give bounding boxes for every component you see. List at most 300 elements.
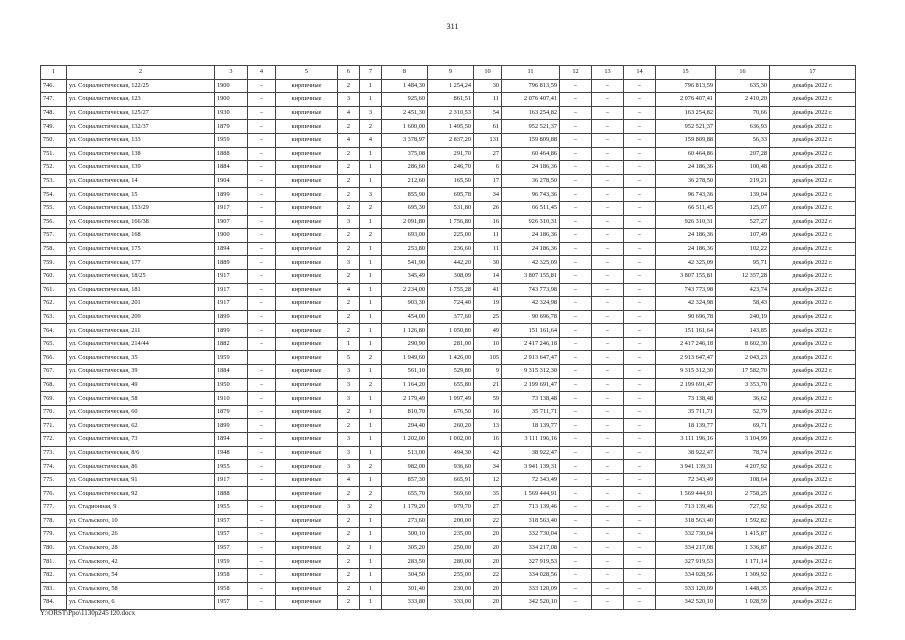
table-cell: 4 bbox=[338, 106, 360, 120]
table-cell: – bbox=[592, 501, 624, 515]
table-cell: ул. Социалистическая, 133 bbox=[67, 133, 215, 147]
table-cell: 1 028,59 bbox=[716, 596, 770, 610]
table-cell: 751. bbox=[41, 147, 67, 161]
table-cell: 2 bbox=[338, 174, 360, 188]
table-cell: декабрь 2022 г. bbox=[770, 555, 856, 569]
table-cell: 255,00 bbox=[428, 568, 474, 582]
table-cell: 318 563,40 bbox=[656, 514, 716, 528]
table-cell: 2 417 246,18 bbox=[656, 337, 716, 351]
table-cell: 1957 bbox=[215, 514, 248, 528]
table-row bbox=[41, 147, 856, 161]
table-cell: кирпичные bbox=[276, 256, 338, 270]
table-cell: 3 941 139,31 bbox=[502, 460, 560, 474]
table-cell: 1 755,28 bbox=[428, 283, 474, 297]
table-cell: 781. bbox=[41, 555, 67, 569]
table-cell: кирпичные bbox=[276, 501, 338, 515]
table-cell: 1 bbox=[360, 528, 382, 542]
table-cell: 2 913 647,47 bbox=[656, 351, 716, 365]
table-cell: – bbox=[592, 324, 624, 338]
table-cell: декабрь 2022 г. bbox=[770, 188, 856, 202]
table-cell: 305,20 bbox=[382, 541, 428, 555]
table-cell: 693,00 bbox=[382, 229, 428, 243]
table-cell: 2 913 647,47 bbox=[502, 351, 560, 365]
table-cell: кирпичные bbox=[276, 120, 338, 134]
table-cell: 1 426,00 bbox=[428, 351, 474, 365]
table-cell: 1 bbox=[360, 324, 382, 338]
table-cell: – bbox=[592, 188, 624, 202]
table-cell: 14 bbox=[474, 269, 502, 283]
table-cell: 776. bbox=[41, 487, 67, 501]
table-cell: 2 bbox=[338, 487, 360, 501]
table-cell: 1955 bbox=[215, 460, 248, 474]
table-row bbox=[41, 405, 856, 419]
table-cell: 1 002,00 bbox=[428, 433, 474, 447]
table-cell: 102,22 bbox=[716, 242, 770, 256]
column-header-9: 9 bbox=[428, 66, 474, 80]
table-cell: – bbox=[624, 419, 656, 433]
table-cell: 308,09 bbox=[428, 269, 474, 283]
table-cell: 212,60 bbox=[382, 174, 428, 188]
table-cell: 3 941 139,31 bbox=[656, 460, 716, 474]
table-cell: 3 111 196,16 bbox=[656, 433, 716, 447]
table-cell: 96 743,36 bbox=[656, 188, 716, 202]
table-cell: 3 bbox=[360, 188, 382, 202]
table-cell: декабрь 2022 г. bbox=[770, 93, 856, 107]
table-cell: ул. Социалистическая, 15 bbox=[67, 188, 215, 202]
table-cell: – bbox=[592, 365, 624, 379]
table-cell: 2 bbox=[338, 310, 360, 324]
table-cell: 10 bbox=[474, 337, 502, 351]
table-cell: – bbox=[592, 120, 624, 134]
table-cell: – bbox=[624, 555, 656, 569]
table-cell: 1 415,87 bbox=[716, 528, 770, 542]
table-cell: 72 343,49 bbox=[502, 473, 560, 487]
table-cell: 2 bbox=[338, 514, 360, 528]
table-cell: – bbox=[560, 460, 592, 474]
table-cell: 2 451,30 bbox=[382, 106, 428, 120]
table-cell: – bbox=[592, 487, 624, 501]
table-cell: кирпичные bbox=[276, 310, 338, 324]
table-cell: 333 120,09 bbox=[502, 582, 560, 596]
table-cell: 1 756,80 bbox=[428, 215, 474, 229]
table-cell: 73 138,48 bbox=[656, 392, 716, 406]
table-cell: – bbox=[560, 568, 592, 582]
table-cell: 20 bbox=[474, 541, 502, 555]
table-cell: 3 bbox=[338, 93, 360, 107]
table-cell: – bbox=[560, 365, 592, 379]
table-cell: ул. Социалистическая, 153/29 bbox=[67, 201, 215, 215]
table-cell: декабрь 2022 г. bbox=[770, 596, 856, 610]
table-cell: – bbox=[624, 201, 656, 215]
table-cell: 9 315 312,30 bbox=[502, 365, 560, 379]
table-row bbox=[41, 487, 856, 501]
table-cell: 139,04 bbox=[716, 188, 770, 202]
table-cell: 569,60 bbox=[428, 487, 474, 501]
table-cell: 655,80 bbox=[428, 378, 474, 392]
table-cell: 1910 bbox=[215, 392, 248, 406]
table-cell: 635,30 bbox=[716, 79, 770, 93]
table-cell: 236,60 bbox=[428, 242, 474, 256]
column-header-4: 4 bbox=[248, 66, 276, 80]
table-cell: 724,40 bbox=[428, 297, 474, 311]
table-cell: – bbox=[560, 446, 592, 460]
table-cell: 2 837,20 bbox=[428, 133, 474, 147]
table-cell: 527,27 bbox=[716, 215, 770, 229]
table-cell: декабрь 2022 г. bbox=[770, 351, 856, 365]
table-cell: – bbox=[248, 555, 276, 569]
table-cell: кирпичные bbox=[276, 297, 338, 311]
table-cell: 769. bbox=[41, 392, 67, 406]
table-cell: 375,08 bbox=[382, 147, 428, 161]
table-cell: 24 186,36 bbox=[502, 161, 560, 175]
table-cell: 779. bbox=[41, 528, 67, 542]
column-header-16: 16 bbox=[716, 66, 770, 80]
table-cell: кирпичные bbox=[276, 201, 338, 215]
table-cell: 1 bbox=[360, 555, 382, 569]
table-cell: – bbox=[624, 487, 656, 501]
table-cell: 165,50 bbox=[428, 174, 474, 188]
table-cell: – bbox=[624, 351, 656, 365]
table-cell: – bbox=[592, 269, 624, 283]
table-cell: ул. Социалистическая, 58 bbox=[67, 392, 215, 406]
table-cell: – bbox=[248, 405, 276, 419]
table-cell: 757. bbox=[41, 229, 67, 243]
table-cell: кирпичные bbox=[276, 528, 338, 542]
table-cell: – bbox=[624, 283, 656, 297]
table-cell: – bbox=[624, 433, 656, 447]
table-row bbox=[41, 555, 856, 569]
table-cell: декабрь 2022 г. bbox=[770, 106, 856, 120]
table-cell: – bbox=[560, 106, 592, 120]
table-cell: ул. Социалистическая, 175 bbox=[67, 242, 215, 256]
table-row bbox=[41, 283, 856, 297]
table-row bbox=[41, 324, 856, 338]
table-cell: – bbox=[560, 120, 592, 134]
table-row bbox=[41, 419, 856, 433]
table-row bbox=[41, 215, 856, 229]
table-cell: 1899 bbox=[215, 324, 248, 338]
table-cell: 280,00 bbox=[428, 555, 474, 569]
table-cell: 6 bbox=[474, 161, 502, 175]
table-cell: 713 139,46 bbox=[656, 501, 716, 515]
table-cell: – bbox=[248, 161, 276, 175]
table-cell: – bbox=[624, 215, 656, 229]
table-cell: – bbox=[560, 337, 592, 351]
table-cell: 695,30 bbox=[382, 201, 428, 215]
table-cell: – bbox=[592, 568, 624, 582]
table-cell: ул. Стальского, 6 bbox=[67, 596, 215, 610]
table-cell: 756. bbox=[41, 215, 67, 229]
table-cell: 764. bbox=[41, 324, 67, 338]
table-cell: 25 bbox=[474, 310, 502, 324]
table-cell: декабрь 2022 г. bbox=[770, 337, 856, 351]
table-cell: 3 bbox=[338, 256, 360, 270]
table-cell: 1888 bbox=[215, 487, 248, 501]
table-cell: 758. bbox=[41, 242, 67, 256]
table-cell: 2 bbox=[338, 541, 360, 555]
table-cell: – bbox=[248, 324, 276, 338]
table-cell: 300,10 bbox=[382, 528, 428, 542]
table-cell: 766. bbox=[41, 351, 67, 365]
column-header-8: 8 bbox=[382, 66, 428, 80]
table-cell: 304,50 bbox=[382, 568, 428, 582]
table-cell: декабрь 2022 г. bbox=[770, 541, 856, 555]
table-cell: 2 bbox=[338, 201, 360, 215]
table-cell: 770. bbox=[41, 405, 67, 419]
table-cell: 1957 bbox=[215, 541, 248, 555]
table-cell: 1 336,87 bbox=[716, 541, 770, 555]
table-cell: декабрь 2022 г. bbox=[770, 392, 856, 406]
table-cell: 42 324,98 bbox=[502, 297, 560, 311]
table-cell: ул. Социалистическая, 138 bbox=[67, 147, 215, 161]
table-cell: ул. Социалистическая, 166/38 bbox=[67, 215, 215, 229]
table-cell: 342 520,10 bbox=[502, 596, 560, 610]
table-cell: 246,70 bbox=[428, 161, 474, 175]
table-cell: 3 104,99 bbox=[716, 433, 770, 447]
table-cell: – bbox=[560, 147, 592, 161]
table-cell: 281,00 bbox=[428, 337, 474, 351]
table-cell: – bbox=[560, 133, 592, 147]
table-cell: – bbox=[592, 541, 624, 555]
table-cell: кирпичные bbox=[276, 555, 338, 569]
table-cell: – bbox=[560, 79, 592, 93]
table-cell: 2 076 407,41 bbox=[502, 93, 560, 107]
table-cell: декабрь 2022 г. bbox=[770, 256, 856, 270]
table-cell: 1882 bbox=[215, 337, 248, 351]
table-cell: 41 bbox=[474, 283, 502, 297]
table-cell: – bbox=[624, 324, 656, 338]
table-cell: – bbox=[560, 514, 592, 528]
table-cell: кирпичные bbox=[276, 188, 338, 202]
table-cell: 1879 bbox=[215, 120, 248, 134]
table-cell: 1959 bbox=[215, 555, 248, 569]
table-cell: 1 bbox=[338, 337, 360, 351]
table-cell: – bbox=[248, 433, 276, 447]
table-cell: – bbox=[248, 582, 276, 596]
table-cell: ул. Стальского, 58 bbox=[67, 582, 215, 596]
table-cell: ул. Социалистическая, 211 bbox=[67, 324, 215, 338]
table-cell: 796 813,59 bbox=[502, 79, 560, 93]
table-cell: 9 315 312,30 bbox=[656, 365, 716, 379]
table-cell: 163 254,82 bbox=[656, 106, 716, 120]
table-cell: декабрь 2022 г. bbox=[770, 487, 856, 501]
column-header-10: 10 bbox=[474, 66, 502, 80]
table-cell: 2 091,80 bbox=[382, 215, 428, 229]
table-cell: 219,21 bbox=[716, 174, 770, 188]
table-cell: 1899 bbox=[215, 188, 248, 202]
table-cell: 58,43 bbox=[716, 297, 770, 311]
table-cell: 163 254,82 bbox=[502, 106, 560, 120]
table-cell: декабрь 2022 г. bbox=[770, 460, 856, 474]
table-cell: 333,00 bbox=[428, 596, 474, 610]
table-cell: – bbox=[624, 93, 656, 107]
table-cell: 3 bbox=[360, 106, 382, 120]
table-cell: 12 bbox=[474, 473, 502, 487]
table-cell: 1 bbox=[360, 283, 382, 297]
table-cell: 72 343,49 bbox=[656, 473, 716, 487]
table-cell: – bbox=[560, 501, 592, 515]
table-cell: 333 120,09 bbox=[656, 582, 716, 596]
table-cell: 291,70 bbox=[428, 147, 474, 161]
table-cell: 2 bbox=[338, 120, 360, 134]
table-cell: 665,91 bbox=[428, 473, 474, 487]
table-cell: 30 bbox=[474, 256, 502, 270]
table-cell: 100,48 bbox=[716, 161, 770, 175]
table-cell: 131 bbox=[474, 133, 502, 147]
table-cell: 1959 bbox=[215, 133, 248, 147]
table-cell: ул. Социалистическая, 214/44 bbox=[67, 337, 215, 351]
table-cell: – bbox=[248, 392, 276, 406]
table-cell: 1900 bbox=[215, 93, 248, 107]
table-cell: ул. Социалистическая, 62 bbox=[67, 419, 215, 433]
table-cell: ул. Стальского, 42 bbox=[67, 555, 215, 569]
table-cell: – bbox=[592, 433, 624, 447]
table-cell: 636,93 bbox=[716, 120, 770, 134]
table-cell: – bbox=[560, 310, 592, 324]
table-cell: 56,33 bbox=[716, 133, 770, 147]
table-cell: – bbox=[560, 596, 592, 610]
table-cell: 1 bbox=[360, 147, 382, 161]
table-cell: 24 186,36 bbox=[656, 242, 716, 256]
table-cell: 1 bbox=[360, 392, 382, 406]
table-cell: 69,71 bbox=[716, 419, 770, 433]
table-cell: 765. bbox=[41, 337, 67, 351]
table-cell: 1 592,82 bbox=[716, 514, 770, 528]
table-cell: 35 711,71 bbox=[656, 405, 716, 419]
table-cell: декабрь 2022 г. bbox=[770, 310, 856, 324]
table-cell: декабрь 2022 г. bbox=[770, 446, 856, 460]
table-cell: декабрь 2022 г. bbox=[770, 229, 856, 243]
table-cell: 3 bbox=[338, 215, 360, 229]
table-cell: 49 bbox=[474, 324, 502, 338]
table-cell: – bbox=[560, 473, 592, 487]
table-cell: декабрь 2022 г. bbox=[770, 419, 856, 433]
table-cell: 695,78 bbox=[428, 188, 474, 202]
table-cell: 2 043,23 bbox=[716, 351, 770, 365]
table-row bbox=[41, 161, 856, 175]
table-cell: – bbox=[624, 269, 656, 283]
table-cell: ул. Социалистическая, 14 bbox=[67, 174, 215, 188]
table-cell: 2 bbox=[338, 242, 360, 256]
table-cell: 541,90 bbox=[382, 256, 428, 270]
table-cell: 20 bbox=[474, 555, 502, 569]
table-cell: кирпичные bbox=[276, 596, 338, 610]
table-cell: 2 310,53 bbox=[428, 106, 474, 120]
table-row bbox=[41, 188, 856, 202]
table-cell: – bbox=[592, 460, 624, 474]
table-cell: ул. Социалистическая, 139 bbox=[67, 161, 215, 175]
table-cell: 301,40 bbox=[382, 582, 428, 596]
table-cell: 494,30 bbox=[428, 446, 474, 460]
table-cell: декабрь 2022 г. bbox=[770, 528, 856, 542]
table-cell: 810,70 bbox=[382, 405, 428, 419]
table-cell: 454,00 bbox=[382, 310, 428, 324]
table-cell: кирпичные bbox=[276, 269, 338, 283]
table-cell: 749. bbox=[41, 120, 67, 134]
table-cell: – bbox=[248, 337, 276, 351]
table-cell: – bbox=[560, 541, 592, 555]
table-cell: – bbox=[624, 133, 656, 147]
table-cell: 16 bbox=[474, 405, 502, 419]
column-header-6: 6 bbox=[338, 66, 360, 80]
table-cell: 655,70 bbox=[382, 487, 428, 501]
table-cell: 42 324,98 bbox=[656, 297, 716, 311]
table-cell: 21 bbox=[474, 378, 502, 392]
table-cell: – bbox=[592, 161, 624, 175]
table-cell: 334 217,08 bbox=[656, 541, 716, 555]
table-cell: 763. bbox=[41, 310, 67, 324]
table-cell: – bbox=[592, 392, 624, 406]
table-cell: – bbox=[624, 501, 656, 515]
table-cell: ул. Стадионная, 9 bbox=[67, 501, 215, 515]
table-cell: 1 569 444,91 bbox=[502, 487, 560, 501]
table-body bbox=[41, 79, 856, 609]
table-cell: 952 521,37 bbox=[656, 120, 716, 134]
table-cell: 2 bbox=[338, 79, 360, 93]
table-cell: – bbox=[560, 269, 592, 283]
table-cell: кирпичные bbox=[276, 351, 338, 365]
table-cell: 782. bbox=[41, 568, 67, 582]
table-cell: – bbox=[248, 541, 276, 555]
table-cell: 4 bbox=[338, 283, 360, 297]
table-cell: 333,80 bbox=[382, 596, 428, 610]
table-cell: 1 171,14 bbox=[716, 555, 770, 569]
table-row bbox=[41, 79, 856, 93]
table-cell: – bbox=[624, 106, 656, 120]
table-cell: 531,80 bbox=[428, 201, 474, 215]
table-cell: – bbox=[248, 133, 276, 147]
column-header-3: 3 bbox=[215, 66, 248, 80]
table-cell: 17 582,70 bbox=[716, 365, 770, 379]
table-cell: декабрь 2022 г. bbox=[770, 215, 856, 229]
table-cell: 561,10 bbox=[382, 365, 428, 379]
table-cell: 861,51 bbox=[428, 93, 474, 107]
table-cell: декабрь 2022 г. bbox=[770, 174, 856, 188]
table-cell: – bbox=[560, 378, 592, 392]
table-row bbox=[41, 310, 856, 324]
table-cell: 11 bbox=[474, 229, 502, 243]
table-cell: 1894 bbox=[215, 242, 248, 256]
table-cell: 3 bbox=[338, 392, 360, 406]
table-cell: 24 186,36 bbox=[502, 242, 560, 256]
table-cell: 332 730,04 bbox=[502, 528, 560, 542]
table-cell: 159 809,88 bbox=[502, 133, 560, 147]
table-cell: ул. Социалистическая, 35 bbox=[67, 351, 215, 365]
table-cell: ул. Стальского, 10 bbox=[67, 514, 215, 528]
table-cell: 283,50 bbox=[382, 555, 428, 569]
table-cell: 1 bbox=[360, 215, 382, 229]
table-cell: – bbox=[624, 174, 656, 188]
table-cell: – bbox=[248, 242, 276, 256]
table-cell: кирпичные bbox=[276, 79, 338, 93]
table-cell: 926 310,31 bbox=[502, 215, 560, 229]
table-cell: 1917 bbox=[215, 297, 248, 311]
table-cell: 207,28 bbox=[716, 147, 770, 161]
table-cell: 1879 bbox=[215, 405, 248, 419]
table-cell: 1 448,35 bbox=[716, 582, 770, 596]
table-cell: – bbox=[248, 596, 276, 610]
table-cell: 3 bbox=[338, 460, 360, 474]
table-cell: ул. Социалистическая, 181 bbox=[67, 283, 215, 297]
table-cell: ул. Социалистическая, 201 bbox=[67, 297, 215, 311]
table-cell: кирпичные bbox=[276, 433, 338, 447]
table-cell: 143,85 bbox=[716, 324, 770, 338]
table-cell: 1 050,80 bbox=[428, 324, 474, 338]
table-cell: – bbox=[592, 229, 624, 243]
table-cell bbox=[248, 351, 276, 365]
table-cell: декабрь 2022 г. bbox=[770, 242, 856, 256]
table-cell: 2 bbox=[338, 269, 360, 283]
